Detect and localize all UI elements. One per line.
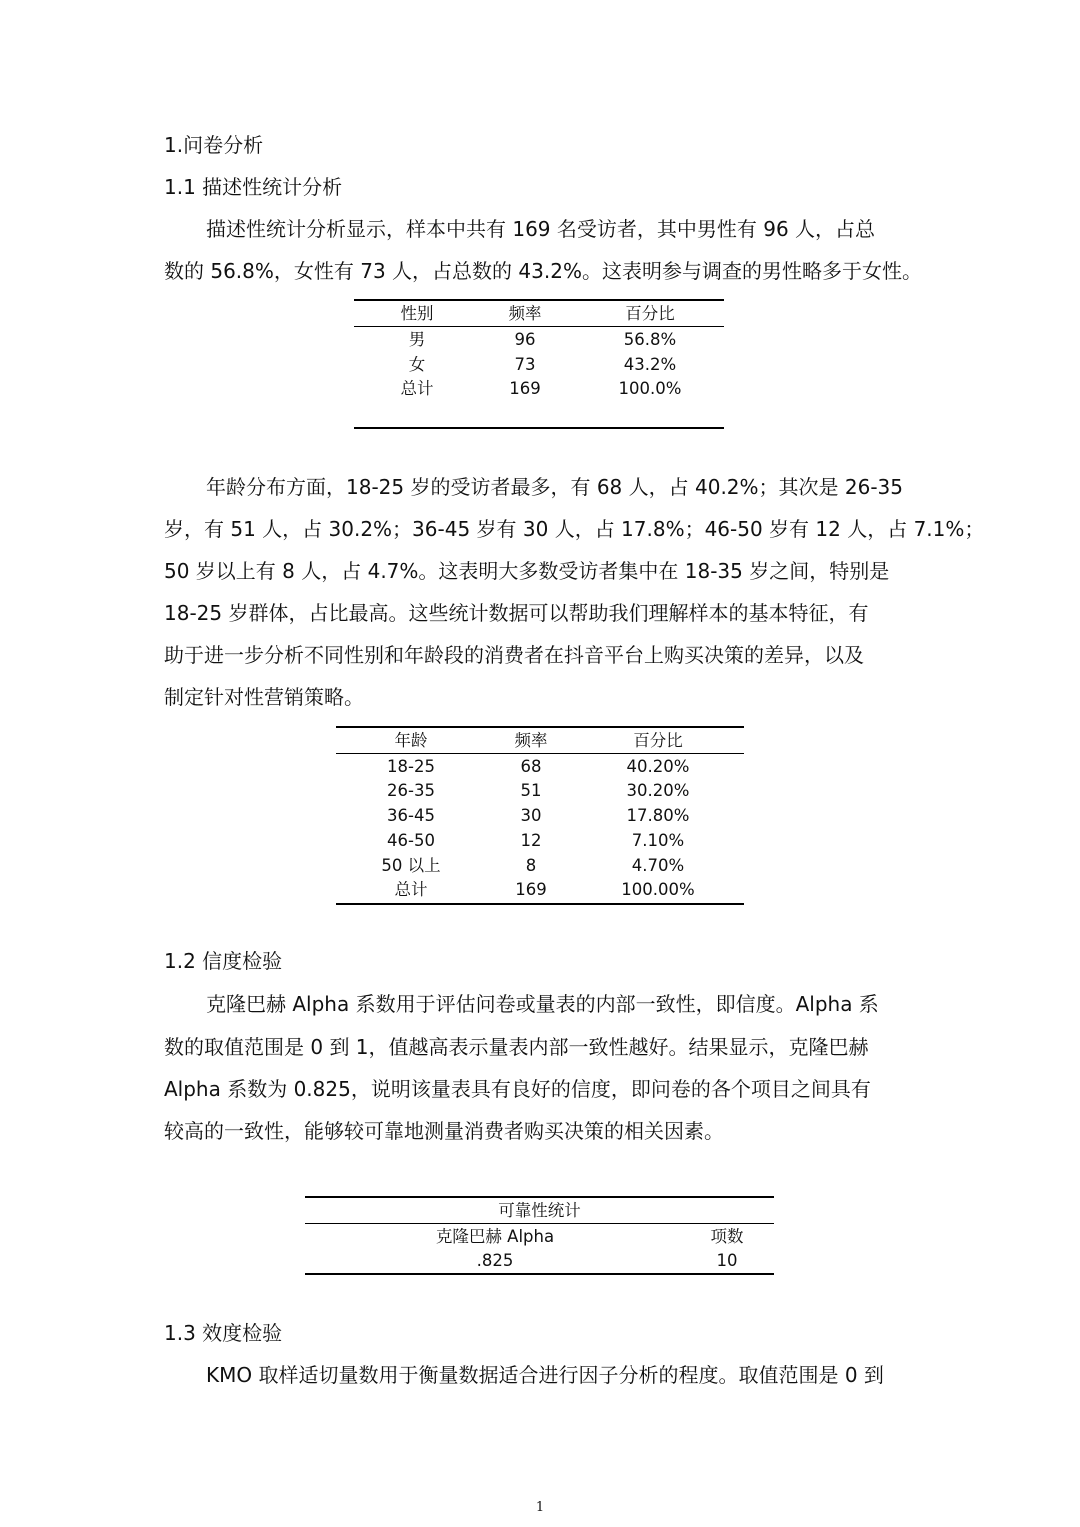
table-cell: 30.20% [626, 781, 690, 800]
section-title-1-1: 1.1 描述性统计分析 [164, 175, 343, 199]
table-header-cell: 克隆巴赫 Alpha [435, 1227, 555, 1246]
table-cell: 男 [408, 330, 426, 349]
table-header-cell: 年龄 [394, 731, 428, 750]
table-cell: 10 [716, 1251, 738, 1270]
table-cell: 73 [514, 355, 536, 374]
table-cell: 68 [520, 757, 542, 776]
table-cell: 40.20% [626, 757, 690, 776]
table-header-cell: 百分比 [625, 304, 675, 323]
table-cell: 56.8% [623, 330, 677, 349]
gender-table [354, 299, 724, 430]
table-cell: 50 以上 [381, 856, 441, 875]
table-caption: 可靠性统计 [498, 1201, 581, 1220]
table-cell: 总计 [400, 379, 434, 398]
paragraph-line: 制定针对性营销策略。 [164, 685, 364, 709]
paragraph-line: 克隆巴赫 Alpha 系数用于评估问卷或量表的内部一致性，即信度。Alpha 系 [206, 992, 879, 1016]
paragraph-line: 助于进一步分析不同性别和年龄段的消费者在抖音平台上购买决策的差异，以及 [164, 643, 864, 667]
paragraph-line: 数的取值范围是 0 到 1，值越高表示量表内部一致性越好。结果显示，克隆巴赫 [164, 1035, 869, 1059]
table-cell: 169 [509, 379, 541, 398]
age-table [336, 726, 744, 906]
paragraph-line: 18-25 岁群体，占比最高。这些统计数据可以帮助我们理解样本的基本特征，有 [164, 601, 869, 625]
table-cell: 169 [515, 880, 547, 899]
table-cell: 18-25 [387, 757, 435, 776]
table-cell: 17.80% [626, 806, 690, 825]
table-bottom-rule [336, 903, 744, 905]
table-cell: 26-35 [387, 781, 435, 800]
paragraph-line: Alpha 系数为 0.825，说明该量表具有良好的信度，即问卷的各个项目之间具有 [164, 1077, 871, 1101]
table-header-cell: 频率 [514, 731, 548, 750]
table-header-rule [305, 1223, 774, 1224]
table-bottom-rule [305, 1273, 774, 1275]
table-header-rule [354, 326, 724, 327]
paragraph-line: 50 岁以上有 8 人，占 4.7%。这表明大多数受访者集中在 18-35 岁之间，特别是 [164, 559, 890, 583]
table-header-cell: 项数 [710, 1227, 744, 1246]
section-title-1: 1.问卷分析 [164, 133, 264, 157]
paragraph-line: 岁，有 51 人，占 30.2%；36-45 岁有 30 人，占 17.8%；46-50 岁有 12 人，占 7.1%； [164, 517, 985, 541]
table-bottom-rule [354, 427, 724, 429]
table-cell: 12 [520, 831, 542, 850]
paragraph-line: 数的 56.8%，女性有 73 人，占总数的 43.2%。这表明参与调查的男性略多于女性。 [164, 259, 922, 283]
table-header-cell: 性别 [400, 304, 434, 323]
table-cell: 36-45 [387, 806, 435, 825]
paragraph-line: 较高的一致性，能够较可靠地测量消费者购买决策的相关因素。 [164, 1119, 724, 1143]
table-cell: 46-50 [387, 831, 435, 850]
table-header-cell: 百分比 [633, 731, 683, 750]
paragraph-line: 年龄分布方面，18-25 岁的受访者最多，有 68 人，占 40.2%；其次是 26-35 [206, 475, 904, 499]
table-cell: 96 [514, 330, 536, 349]
section-title-1-3: 1.3 效度检验 [164, 1321, 283, 1345]
paragraph-line: KMO 取样适切量数用于衡量数据适合进行因子分析的程度。取值范围是 0 到 [206, 1363, 884, 1387]
table-cell: .825 [476, 1251, 514, 1270]
table-cell: 43.2% [623, 355, 677, 374]
table-cell: 51 [520, 781, 542, 800]
table-cell: 30 [520, 806, 542, 825]
table-cell: 100.0% [618, 379, 682, 398]
reliability-table [305, 1196, 774, 1276]
table-header-rule [336, 753, 744, 754]
section-title-1-2: 1.2 信度检验 [164, 949, 283, 973]
table-cell: 4.70% [631, 856, 685, 875]
table-top-rule [354, 299, 724, 301]
table-header-cell: 频率 [508, 304, 542, 323]
paragraph-line: 描述性统计分析显示，样本中共有 169 名受访者，其中男性有 96 人，占总 [206, 217, 876, 241]
table-cell: 总计 [394, 880, 428, 899]
table-top-rule [305, 1196, 774, 1198]
table-cell: 8 [525, 856, 537, 875]
table-top-rule [336, 726, 744, 728]
page-number: 1 [535, 1500, 545, 1515]
table-cell: 100.00% [621, 880, 695, 899]
table-cell: 7.10% [631, 831, 685, 850]
table-cell: 女 [408, 355, 426, 374]
